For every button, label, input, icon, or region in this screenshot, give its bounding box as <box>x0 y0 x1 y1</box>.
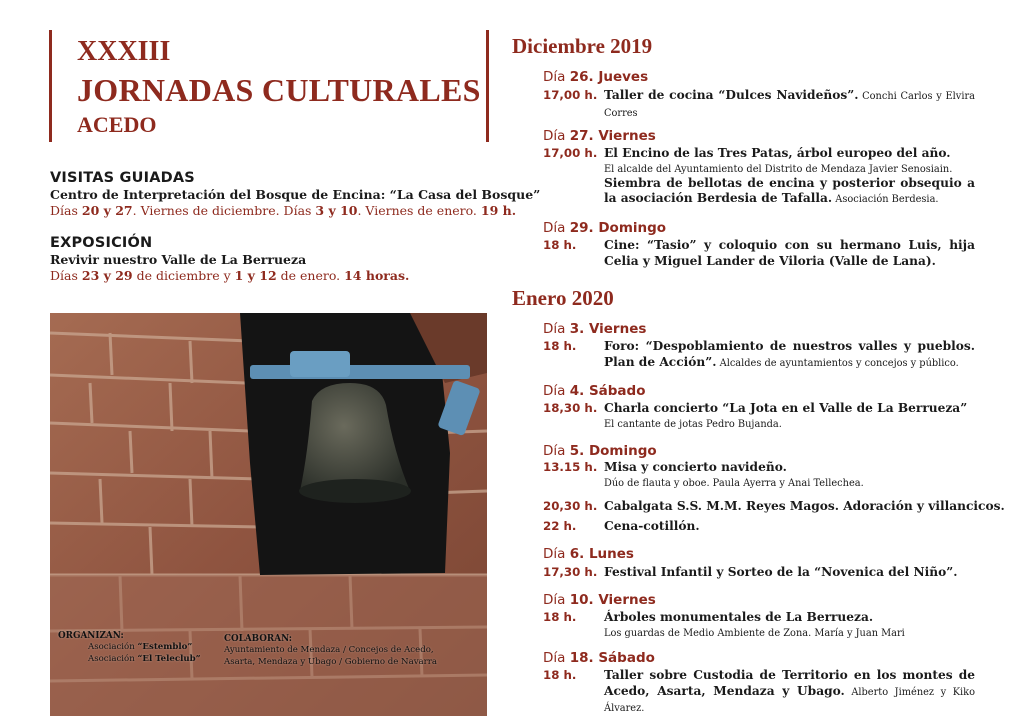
exposicion-dates <box>50 268 480 283</box>
day-26-label: 26. Jueves <box>569 69 649 85</box>
day-6-pre: Día <box>543 546 570 562</box>
event-dec27-title: El Encino de las Tres Patas, árbol europeo del año. <box>604 146 951 160</box>
event-dec27-note: El alcalde del Ayuntamiento del Distrito de Mendaza Javier Senosiain. <box>604 163 953 175</box>
event-dec26-title: Taller de cocina “Dulces Navideños”. <box>604 88 859 102</box>
event-dec29 <box>543 238 975 269</box>
day-4-pre: Día <box>543 383 570 399</box>
event-jan18-time: 18 h. <box>543 668 577 682</box>
organizer-1 <box>88 642 201 653</box>
organizan-label: ORGANIZAN: <box>58 631 124 641</box>
day-5 <box>543 443 657 459</box>
event-jan6 <box>543 565 975 581</box>
title-edition: XXXIII <box>77 36 171 67</box>
org2-name: “El Teleclub” <box>137 653 201 664</box>
visitas-dates-t4: 3 y 10 <box>315 203 358 218</box>
day-18-label: 18. Sábado <box>569 650 655 666</box>
event-jan3 <box>543 339 975 371</box>
event-jan4-note: El cantante de jotas Pedro Bujanda. <box>604 418 782 430</box>
day-27 <box>543 128 656 144</box>
event-jan5b-time: 20,30 h. <box>543 499 598 513</box>
visitas-dates-t3: . Viernes de diciembre. Días <box>132 203 316 218</box>
event-jan5c-time: 22 h. <box>543 519 577 533</box>
day-4-label: 4. Sábado <box>569 383 646 399</box>
exposicion-section <box>50 235 480 283</box>
day-29-pre: Día <box>543 220 570 236</box>
month-enero: Enero 2020 <box>512 286 614 310</box>
day-3 <box>543 321 646 337</box>
visitas-dates <box>50 203 517 218</box>
event-jan5a-title: Misa y concierto navideño. <box>604 460 787 474</box>
event-jan10-time: 18 h. <box>543 610 577 624</box>
event-jan6-title: Festival Infantil y Sorteo de la “Novenica del Niño”. <box>604 565 958 579</box>
organizer-2 <box>88 654 201 665</box>
expo-dates-t2: 23 y 29 <box>81 268 133 283</box>
day-6-label: 6. Lunes <box>569 546 634 562</box>
month-diciembre: Diciembre 2019 <box>512 34 653 58</box>
day-10 <box>543 592 656 608</box>
event-dec26-time: 17,00 h. <box>543 88 598 102</box>
exposicion-heading: EXPOSICIÓN <box>50 235 153 251</box>
org1-pre: Asociación <box>88 642 138 653</box>
event-jan3-title: Foro: “Despoblamiento de nuestros valles y pueblos. Plan de Acción”. <box>604 339 975 369</box>
title-rule-left <box>49 30 52 142</box>
day-18 <box>543 650 655 666</box>
event-jan3-time: 18 h. <box>543 339 577 353</box>
event-dec29-time: 18 h. <box>543 238 577 252</box>
event-jan5-cena <box>543 519 975 535</box>
title-village: ACEDO <box>77 112 157 137</box>
event-dec29-title: Cine: “Tasio” y coloquio con su hermano Luis, hija Celia y Miguel Lander de Viloria (Valle de Lana). <box>604 238 975 268</box>
collaborators-line-1: Ayuntamiento de Mendaza / Concejos de Acedo, <box>224 645 434 656</box>
day-10-label: 10. Viernes <box>569 592 656 608</box>
visitas-dates-t2: 20 y 27 <box>81 203 133 218</box>
collaborators-line-2: Asarta, Mendaza y Ubago / Gobierno de Navarra <box>224 656 438 667</box>
colaboran-label: COLABORAN: <box>224 634 293 644</box>
event-dec27-note2: Asociación Berdesia. <box>832 194 939 205</box>
event-jan18-note: Alberto Jiménez y Kiko Álvarez. <box>604 686 975 714</box>
collaborators-block <box>224 634 437 668</box>
event-jan10 <box>543 610 975 640</box>
event-jan10-note: Los guardas de Medio Ambiente de Zona. María y Juan Mari <box>604 627 905 639</box>
event-dec27 <box>543 146 975 208</box>
event-jan5b-title: Cabalgata S.S. M.M. Reyes Magos. Adoración y villancicos. <box>604 499 1005 513</box>
event-jan6-time: 17,30 h. <box>543 565 598 579</box>
day-29 <box>543 220 666 236</box>
visitas-subtitle: Centro de Interpretación del Bosque de Encina: “La Casa del Bosque” <box>50 187 541 202</box>
event-dec27-title2: Siembra de bellotas de encina y posterior obsequio a la asociación Berdesia de Tafalla. <box>604 175 975 205</box>
day-27-label: 27. Viernes <box>569 128 656 144</box>
day-3-label: 3. Viernes <box>569 321 647 337</box>
visitas-section <box>50 170 541 218</box>
event-jan4 <box>543 401 975 431</box>
day-27-pre: Día <box>543 128 570 144</box>
visitas-dates-t1: Días <box>50 203 82 218</box>
center-rule <box>486 30 489 142</box>
event-dec27-time: 17,00 h. <box>543 146 598 160</box>
event-jan4-title: Charla concierto “La Jota en el Valle de La Berrueza” <box>604 401 968 415</box>
expo-dates-t1: Días <box>50 268 82 283</box>
day-18-pre: Día <box>543 650 570 666</box>
title-main: JORNADAS CULTURALES <box>77 72 481 108</box>
org1-name: “Estemblo” <box>137 642 193 653</box>
day-26-pre: Día <box>543 69 570 85</box>
day-6 <box>543 546 634 562</box>
visitas-dates-t6: 19 h. <box>480 203 517 218</box>
expo-dates-t4: 1 y 12 <box>234 268 277 283</box>
day-10-pre: Día <box>543 592 570 608</box>
organizers-block <box>58 631 201 665</box>
exposicion-subtitle: Revivir nuestro Valle de La Berrueza <box>50 252 307 267</box>
event-jan5a-note: Dúo de flauta y oboe. Paula Ayerra y Anai Tellechea. <box>604 477 864 489</box>
day-29-label: 29. Domingo <box>569 220 667 236</box>
event-dec26-note: Conchi Carlos y Elvira Corres <box>604 91 976 119</box>
day-3-pre: Día <box>543 321 570 337</box>
visitas-heading: VISITAS GUIADAS <box>50 170 195 186</box>
event-jan5-misa <box>543 460 975 490</box>
event-jan4-time: 18,30 h. <box>543 401 598 415</box>
org2-pre: Asociación <box>88 653 138 664</box>
expo-dates-t6: 14 horas. <box>344 268 410 283</box>
expo-dates-t3: de diciembre y <box>132 268 235 283</box>
day-26 <box>543 69 648 85</box>
event-jan18-title: Taller sobre Custodia de Territorio en los montes de Acedo, Asarta, Mendaza y Ubago. <box>604 668 975 698</box>
visitas-dates-t5: . Viernes de enero. <box>357 203 481 218</box>
day-4 <box>543 383 646 399</box>
expo-dates-t5: de enero. <box>276 268 345 283</box>
event-jan18 <box>543 668 975 717</box>
event-jan5-cabalgata <box>543 499 1005 515</box>
event-dec26 <box>543 88 975 121</box>
day-5-pre: Día <box>543 443 570 459</box>
event-jan10-title: Árboles monumentales de La Berrueza. <box>604 610 874 624</box>
event-jan5c-title: Cena-cotillón. <box>604 519 700 533</box>
event-jan5a-time: 13.15 h. <box>543 460 598 474</box>
day-5-label: 5. Domingo <box>569 443 657 459</box>
event-jan3-note: Alcaldes de ayuntamientos y concejos y público. <box>716 357 959 369</box>
